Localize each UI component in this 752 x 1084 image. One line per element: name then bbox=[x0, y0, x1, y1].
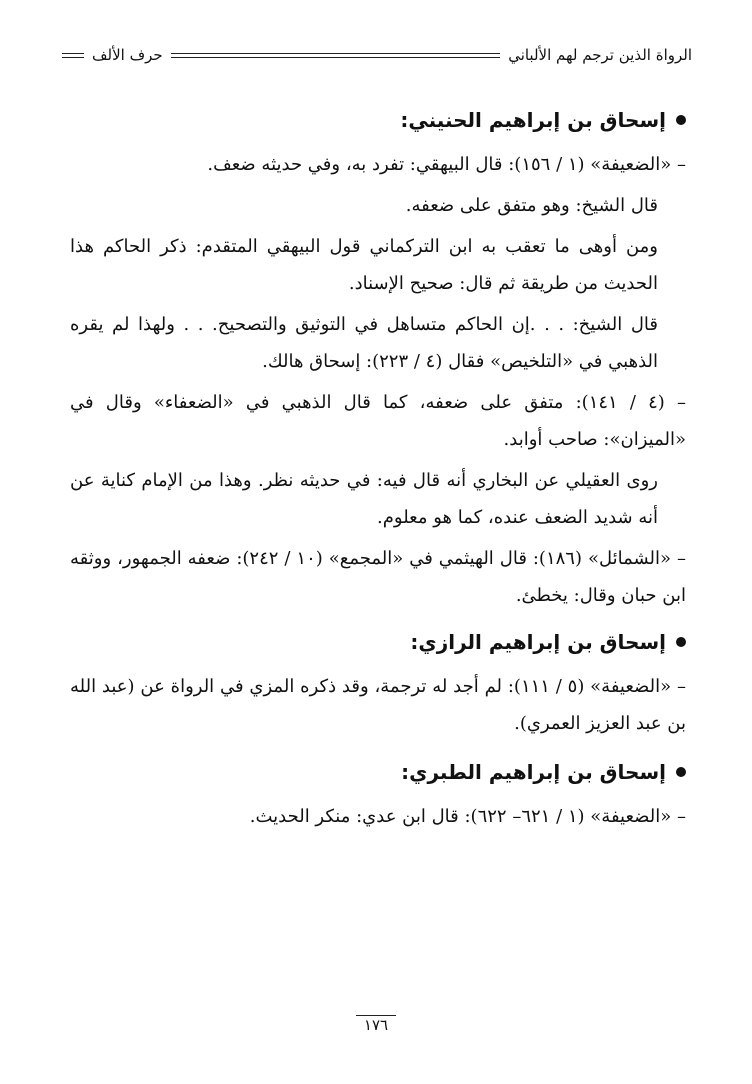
bullet-icon bbox=[676, 637, 686, 647]
page-body bbox=[70, 100, 686, 835]
paragraph: قال الشيخ: . . .إن الحاكم متساهل في التوثيق والتصحيح. . . ولهذا لم يقره الذهبي في «التلخيص» فقال (٤ / ٢٢٣): إسحاق هالك. bbox=[70, 314, 658, 372]
paragraph: ومن أوهى ما تعقب به ابن التركماني قول البيهقي المتقدم: ذكر الحاكم هذا الحديث من طريقة ثم قال: صحيح الإسناد. bbox=[70, 236, 658, 294]
paragraph: – «الشمائل» (١٨٦): قال الهيثمي في «المجمع» (١٠ / ٢٤٢): ضعفه الجمهور، ووثقه ابن حبان وقال: يخطئ. bbox=[70, 548, 686, 606]
paragraph: – «الضعيفة» (١ / ٦٢١– ٦٢٢): قال ابن عدي: منكر الحديث. bbox=[249, 806, 686, 827]
header-rule-end bbox=[62, 53, 84, 58]
section-title: حرف الألف bbox=[92, 46, 163, 64]
narrator-heading bbox=[70, 100, 686, 140]
narrator-name: إسحاق بن إبراهيم الرازي: bbox=[410, 630, 666, 654]
narrator-heading bbox=[70, 622, 686, 662]
paragraph: روى العقيلي عن البخاري أنه قال فيه: في حديثه نظر. وهذا من الإمام كناية عن أنه شديد الضعف عنده، كما هو معلوم. bbox=[70, 470, 658, 528]
paragraph: – (٤ / ١٤١): متفق على ضعفه، كما قال الذهبي في «الضعفاء» وقال في «الميزان»: صاحب أوابد. bbox=[70, 392, 686, 450]
paragraph: – «الضعيفة» (١ / ١٥٦): قال البيهقي: تفرد به، وفي حديثه ضعف. bbox=[207, 154, 686, 175]
paragraph: – «الضعيفة» (٥ / ١١١): لم أجد له ترجمة، وقد ذكره المزي في الرواة عن (عبد الله بن عبد العزيز العمري). bbox=[70, 676, 686, 734]
narrator-name: إسحاق بن إبراهيم الحنيني: bbox=[400, 108, 666, 132]
book-title: الرواة الذين ترجم لهم الألباني bbox=[508, 46, 692, 64]
bullet-icon bbox=[676, 767, 686, 777]
narrator-heading bbox=[70, 752, 686, 792]
running-header bbox=[62, 42, 692, 68]
page-number bbox=[0, 1016, 752, 1034]
paragraph: قال الشيخ: وهو متفق على ضعفه. bbox=[405, 195, 658, 216]
header-rule bbox=[171, 53, 501, 58]
narrator-name: إسحاق بن إبراهيم الطبري: bbox=[401, 760, 666, 784]
page-number-value: ١٧٦ bbox=[356, 1015, 396, 1034]
bullet-icon bbox=[676, 115, 686, 125]
